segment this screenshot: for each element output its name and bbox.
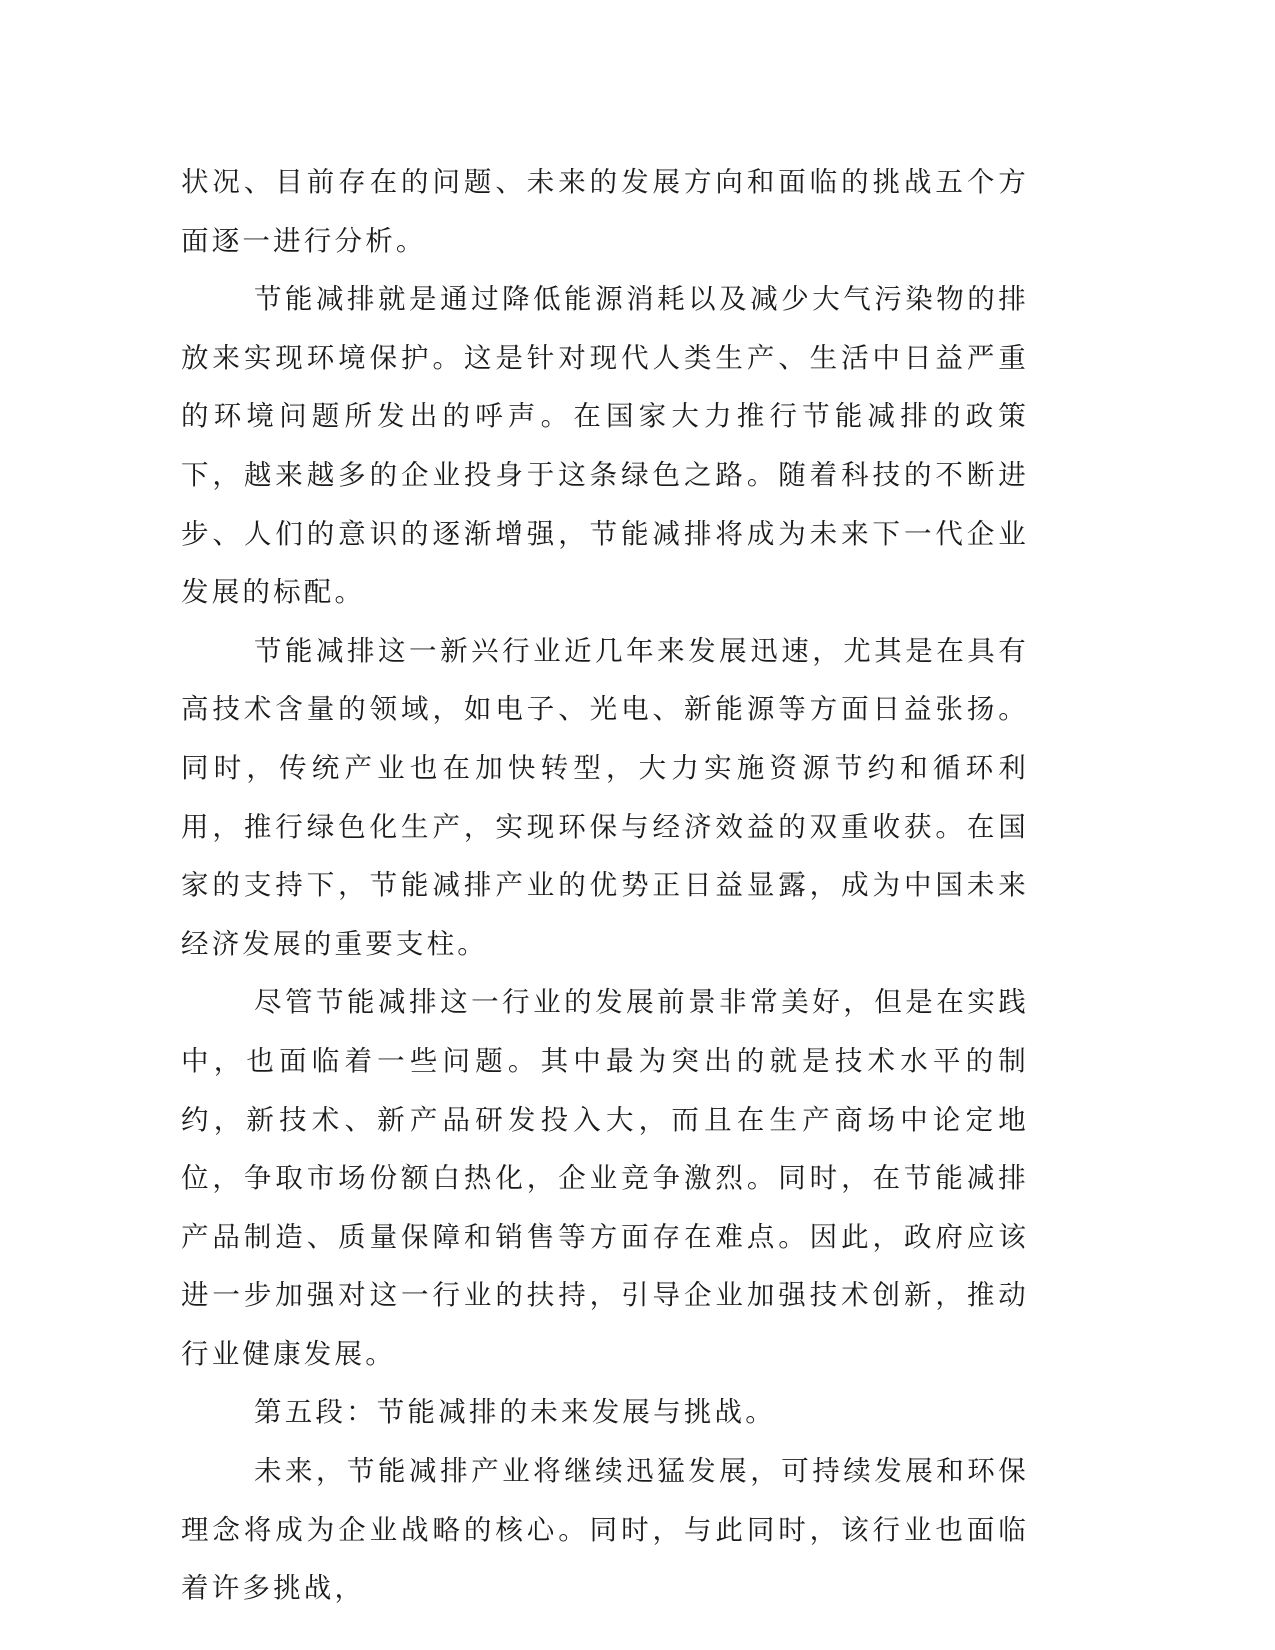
section-five-heading: 第五段：节能减排的未来发展与挑战。 bbox=[254, 1396, 776, 1429]
document-body bbox=[181, 153, 1029, 1618]
paragraph-future: 未来，节能减排产业将继续迅猛发展，可持续发展和环保理念将成为企业战略的核心。同时，与此同时，该行业也面临着许多挑战， bbox=[181, 1455, 1029, 1605]
paragraph-development: 节能减排这一新兴行业近几年来发展迅速，尤其是在具有高技术含量的领域，如电子、光电、新能源等方面日益张扬。同时，传统产业也在加快转型，大力实施资源节约和循环利用，推行绿色化生产，实现环保与经济效益的双重收获。在国家的支持下，节能减排产业的优势正日益显露，成为中国未来经济发展的重要支柱。 bbox=[181, 634, 1029, 960]
paragraph-definition: 节能减排就是通过降低能源消耗以及减少大气污染物的排放来实现环境保护。这是针对现代人类生产、生活中日益严重的环境问题所发出的呼声。在国家大力推行节能减排的政策下，越来越多的企业投身于这条绿色之路。随着科技的不断进步、人们的意识的逐渐增强，节能减排将成为未来下一代企业发展的标配。 bbox=[181, 283, 1029, 609]
paragraph-continued-intro: 状况、目前存在的问题、未来的发展方向和面临的挑战五个方面逐一进行分析。 bbox=[181, 166, 1029, 257]
paragraph-problems: 尽管节能减排这一行业的发展前景非常美好，但是在实践中，也面临着一些问题。其中最为突出的就是技术水平的制约，新技术、新产品研发投入大，而且在生产商场中论定地位，争取市场份额白热化，企业竞争激烈。同时，在节能减排产品制造、质量保障和销售等方面存在难点。因此，政府应该进一步加强对这一行业的扶持，引导企业加强技术创新，推动行业健康发展。 bbox=[181, 986, 1029, 1370]
